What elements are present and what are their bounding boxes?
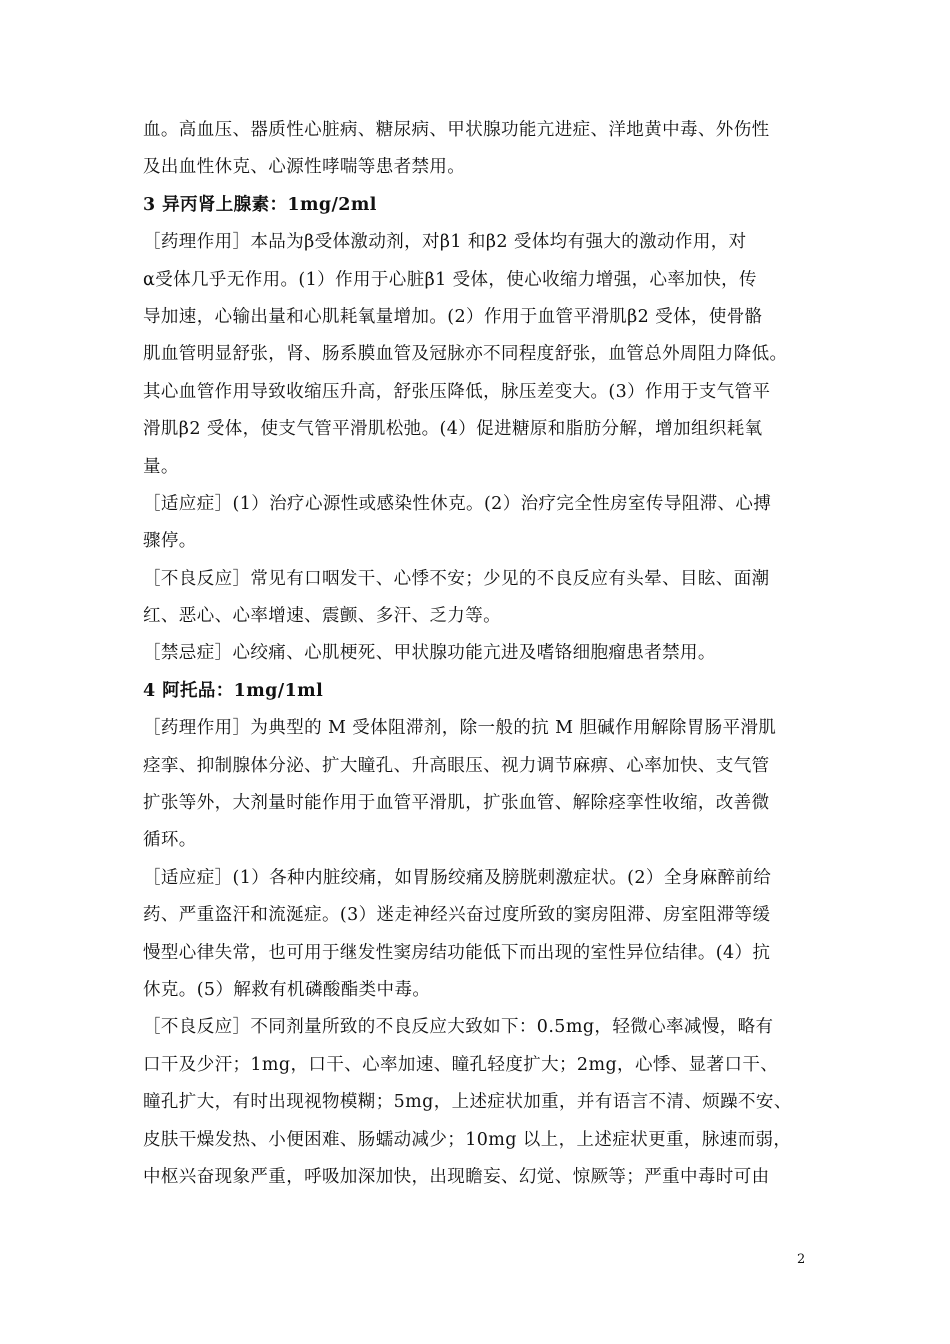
paragraph xyxy=(143,635,810,672)
text-line: 滑肌β2 受体，使支气管平滑肌松弛。(4）促进糖原和脂肪分解，增加组织耗氧 xyxy=(143,419,763,440)
text-line: 骤停。 xyxy=(143,531,197,552)
text-line: 药、严重盗汗和流涎症。(3）迷走神经兴奋过度所致的窦房阻滞、房室阻滞等缓 xyxy=(143,905,771,926)
text-line: 休克。(5）解救有机磷酸酯类中毒。 xyxy=(143,979,431,1000)
paragraph xyxy=(143,1009,810,1196)
text-line: 其心血管作用导致收缩压升高，舒张压降低，脉压差变大。(3）作用于支气管平 xyxy=(143,381,771,402)
text-line: ［禁忌症］心绞痛、心肌梗死、甲状腺功能亢进及嗜铬细胞瘤患者禁用。 xyxy=(143,643,716,664)
paragraph xyxy=(143,561,810,636)
text-line: ［药理作用］为典型的 M 受体阻滞剂，除一般的抗 M 胆碱作用解除胃肠平滑肌 xyxy=(143,718,777,739)
text-line: 慢型心律失常，也可用于继发性窦房结功能低下而出现的室性异位结律。(4）抗 xyxy=(143,942,771,963)
paragraph xyxy=(143,224,810,486)
heading-line: 4 阿托品：1mg/1ml xyxy=(143,680,324,701)
text-line: 中枢兴奋现象严重，呼吸加深加快，出现瞻妄、幻觉、惊厥等；严重中毒时可由 xyxy=(143,1166,770,1187)
paragraph xyxy=(143,486,810,561)
text-line: 循环。 xyxy=(143,830,197,851)
text-line: ［不良反应］不同剂量所致的不良反应大致如下：0.5mg，轻微心率减慢，略有 xyxy=(143,1017,774,1038)
document-body xyxy=(143,112,810,1196)
heading-line: 3 异丙肾上腺素：1mg/2ml xyxy=(143,194,377,215)
text-line: 皮肤干燥发热、小便困难、肠蠕动减少；10mg 以上，上述症状更重，脉速而弱， xyxy=(143,1129,792,1150)
paragraph xyxy=(143,112,810,187)
text-line: 及出血性休克、心源性哮喘等患者禁用。 xyxy=(143,157,466,178)
section-heading xyxy=(143,673,810,710)
text-line: 扩张等外，大剂量时能作用于血管平滑肌，扩张血管、解除痉挛性收缩，改善微 xyxy=(143,793,770,814)
text-line: ［药理作用］本品为β受体激动剂，对β1 和β2 受体均有强大的激动作用，对 xyxy=(143,232,747,253)
text-line: 口干及少汗；1mg，口干、心率加速、瞳孔轻度扩大；2mg，心悸、显著口干、 xyxy=(143,1054,779,1075)
text-line: 瞳孔扩大，有时出现视物模糊；5mg，上述症状加重，并有语言不清、烦躁不安、 xyxy=(143,1092,792,1113)
paragraph xyxy=(143,710,810,860)
text-line: 红、恶心、心率增速、震颤、多汗、乏力等。 xyxy=(143,606,501,627)
section-heading xyxy=(143,187,810,224)
text-line: 痉挛、抑制腺体分泌、扩大瞳孔、升高眼压、视力调节麻痹、心率加快、支气管 xyxy=(143,755,770,776)
text-line: 导加速，心输出量和心肌耗氧量增加。(2）作用于血管平滑肌β2 受体，使骨骼 xyxy=(143,306,763,327)
text-line: 血。高血压、器质性心脏病、糖尿病、甲状腺功能亢进症、洋地黄中毒、外伤性 xyxy=(143,120,770,140)
text-line: ［适应症］(1）各种内脏绞痛，如胃肠绞痛及膀胱刺激症状。(2）全身麻醉前给 xyxy=(143,867,772,888)
text-line: 量。 xyxy=(143,456,179,477)
text-line: ［不良反应］常见有口咽发干、心悸不安；少见的不良反应有头晕、目眩、面潮 xyxy=(143,568,770,589)
page-number: 2 xyxy=(797,1252,806,1267)
paragraph xyxy=(143,860,810,1010)
text-line: α受体几乎无作用。(1）作用于心脏β1 受体，使心收缩力增强，心率加快，传 xyxy=(143,269,757,290)
text-line: ［适应症］(1）治疗心源性或感染性休克。(2）治疗完全性房室传导阻滞、心搏 xyxy=(143,493,772,514)
text-line: 肌血管明显舒张，肾、肠系膜血管及冠脉亦不同程度舒张，血管总外周阻力降低。 xyxy=(143,344,788,365)
